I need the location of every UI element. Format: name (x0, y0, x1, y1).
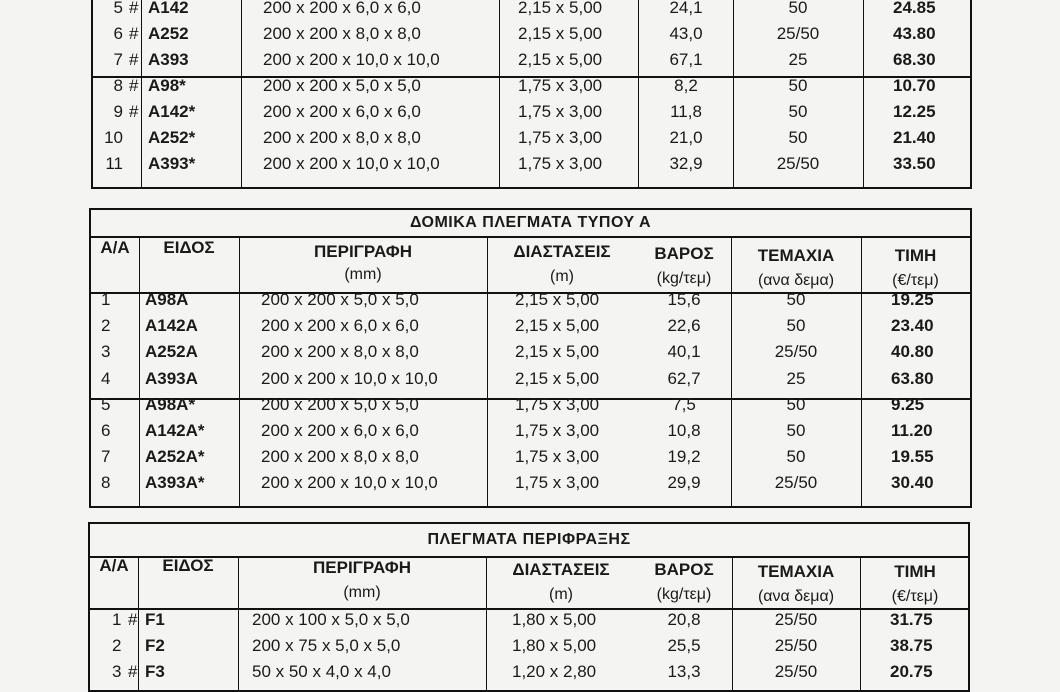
description: 200 x 200 x 8,0 x 8,0 (263, 24, 421, 43)
dimensions: 2,15 x 5,00 (515, 290, 600, 309)
row-number: 3 (101, 342, 111, 362)
row-number: 2 (101, 316, 111, 336)
description: 200 x 100 x 5,0 x 5,0 (252, 610, 410, 629)
price: 30.40 (891, 473, 934, 493)
description: 200 x 200 x 10,0 x 10,0 (261, 473, 438, 493)
weight: 32,9 (669, 154, 703, 173)
price: 38.75 (890, 636, 933, 655)
description: 200 x 200 x 5,0 x 5,0 (261, 290, 419, 309)
description: 200 x 200 x 5,0 x 5,0 (263, 76, 421, 95)
quantity: 25/50 (774, 636, 818, 655)
dimensions: 1,75 x 3,00 (515, 473, 600, 493)
table-row (90, 636, 968, 662)
hash-mark: # (129, 50, 139, 69)
header-aa: Α/Α (100, 238, 130, 257)
quantity: 25/50 (776, 154, 820, 173)
mesh-code: A142A (145, 316, 198, 336)
price: 9.25 (891, 394, 925, 414)
price: 63.80 (891, 368, 934, 388)
mesh-code: A142A* (145, 421, 205, 440)
description: 200 x 200 x 6,0 x 6,0 (261, 316, 419, 336)
mesh-table-continued (91, 0, 972, 189)
table-row (91, 342, 970, 368)
mesh-code: A142 (148, 0, 189, 17)
row-number: 2 (112, 636, 122, 655)
dimensions: 2,15 x 5,00 (518, 24, 603, 43)
hash-mark: # (128, 662, 138, 681)
row-number: 8 (113, 76, 123, 95)
dimensions: 1,80 x 5,00 (512, 636, 597, 655)
dimensions: 1,75 x 3,00 (518, 102, 603, 121)
row-number: 5 (101, 394, 111, 414)
weight: 40,1 (667, 342, 701, 362)
quantity: 25/50 (774, 473, 818, 493)
hash-mark: # (129, 24, 139, 43)
table3-title: ΠΛΕΓΜΑΤΑ ΠΕΡΙΦΡΑΞΗΣ (90, 524, 968, 558)
weight: 62,7 (667, 368, 701, 388)
description: 200 x 200 x 10,0 x 10,0 (263, 154, 440, 173)
row-number: 7 (113, 50, 123, 69)
mesh-code: A252A (145, 342, 198, 362)
table-row (93, 50, 970, 76)
dimensions: 1,75 x 3,00 (515, 421, 600, 440)
header-weight: ΒΑΡΟΣ (654, 244, 714, 263)
header-quantity: ΤΕΜΑΧΙΑ (757, 246, 835, 265)
quantity: 25 (786, 368, 806, 388)
header-type: ΕΙΔΟΣ (162, 556, 214, 575)
mesh-code: A393A (145, 368, 198, 388)
description: 200 x 200 x 8,0 x 8,0 (263, 128, 421, 147)
header-weight-unit: (kg/τεμ) (656, 586, 712, 603)
header-description: ΠΕΡΙΓΡΑΦΗ (313, 242, 413, 261)
quantity: 50 (786, 394, 806, 414)
hash-mark: # (129, 76, 139, 95)
mesh-code: A98* (148, 76, 186, 95)
description: 200 x 200 x 6,0 x 6,0 (263, 0, 421, 17)
quantity: 50 (788, 128, 808, 147)
weight: 20,8 (667, 610, 701, 629)
row-number: 10 (104, 128, 123, 147)
header-quantity: ΤΕΜΑΧΙΑ (757, 562, 835, 581)
dimensions: 2,15 x 5,00 (518, 0, 603, 17)
header-dimensions: ΔΙΑΣΤΑΣΕΙΣ (513, 242, 611, 261)
table-row (91, 473, 970, 499)
dimensions: 1,75 x 3,00 (518, 154, 603, 173)
dimensions: 1,75 x 3,00 (515, 447, 600, 467)
dimensions: 2,15 x 5,00 (515, 342, 600, 362)
dimensions: 2,15 x 5,00 (515, 316, 600, 336)
header-description: ΠΕΡΙΓΡΑΦΗ (312, 558, 412, 577)
quantity: 25 (788, 50, 808, 69)
weight: 24,1 (669, 0, 703, 17)
price: 31.75 (890, 610, 933, 629)
table-row (91, 421, 970, 447)
price: 19.25 (891, 290, 934, 309)
table-row (91, 316, 970, 342)
table-row (93, 102, 970, 128)
row-number: 6 (113, 24, 123, 43)
mesh-code: A393* (148, 154, 196, 173)
table2-title: ΔΟΜΙΚΑ ΠΛΕΓΜΑΤΑ ΤΥΠΟΥ Α (91, 210, 970, 238)
header-dimensions-unit: (m) (549, 586, 573, 603)
description: 200 x 200 x 6,0 x 6,0 (263, 102, 421, 121)
price: 43.80 (893, 24, 936, 43)
dimensions: 1,75 x 3,00 (515, 394, 600, 414)
price: 21.40 (893, 128, 936, 147)
description: 50 x 50 x 4,0 x 4,0 (252, 662, 391, 681)
header-price: ΤΙΜΗ (894, 562, 936, 581)
header-price-unit: (€/τεμ) (891, 588, 939, 605)
dimensions: 1,75 x 3,00 (518, 128, 603, 147)
weight: 43,0 (669, 24, 703, 43)
description: 200 x 200 x 5,0 x 5,0 (261, 394, 419, 414)
header-weight-unit: (kg/τεμ) (656, 270, 712, 287)
mesh-code: F3 (145, 662, 165, 681)
table-row (91, 290, 970, 316)
header-dimensions: ΔΙΑΣΤΑΣΕΙΣ (512, 560, 610, 579)
row-number: 9 (113, 102, 123, 121)
price: 68.30 (893, 50, 936, 69)
row-number: 7 (101, 447, 111, 467)
header-price-unit: (€/τεμ) (892, 272, 939, 289)
price: 24.85 (893, 0, 936, 17)
quantity: 50 (786, 316, 806, 336)
dimensions: 1,75 x 3,00 (518, 76, 603, 95)
weight: 25,5 (667, 636, 701, 655)
row-number: 11 (105, 154, 123, 173)
mesh-code: A393A* (145, 473, 205, 493)
mesh-code: A252A* (145, 447, 205, 467)
mesh-code: F1 (145, 610, 165, 629)
price: 10.70 (893, 76, 936, 95)
price: 33.50 (893, 154, 936, 173)
price: 40.80 (891, 342, 934, 362)
row-number: 6 (101, 421, 111, 440)
price: 23.40 (891, 316, 934, 336)
row-number: 8 (101, 473, 111, 493)
quantity: 25/50 (776, 24, 820, 43)
header-price: ΤΙΜΗ (894, 246, 937, 265)
weight: 11,8 (670, 102, 702, 121)
row-number: 1 (112, 610, 122, 629)
weight: 21,0 (669, 128, 703, 147)
table-row (91, 447, 970, 473)
quantity: 50 (786, 290, 806, 309)
header-weight: ΒΑΡΟΣ (654, 560, 714, 579)
row-number: 1 (101, 290, 111, 309)
description: 200 x 75 x 5,0 x 5,0 (252, 636, 401, 655)
weight: 13,3 (667, 662, 701, 681)
table-row (90, 662, 968, 688)
hash-mark: # (128, 610, 138, 629)
mesh-code: F2 (145, 636, 165, 655)
table-row (93, 24, 970, 50)
quantity: 25/50 (774, 662, 818, 681)
price: 20.75 (890, 662, 933, 681)
weight: 15,6 (667, 290, 701, 309)
price: 19.55 (891, 447, 934, 467)
header-quantity-unit: (ανα δεμα) (757, 588, 835, 605)
quantity: 50 (786, 421, 806, 440)
quantity: 25/50 (774, 342, 818, 362)
dimensions: 1,20 x 2,80 (512, 662, 597, 681)
weight: 8,2 (674, 76, 698, 95)
fencing-mesh-table (88, 522, 970, 692)
description: 200 x 200 x 10,0 x 10,0 (263, 50, 440, 69)
dimensions: 2,15 x 5,00 (518, 50, 603, 69)
row-number: 4 (101, 368, 111, 388)
price: 12.25 (893, 102, 936, 121)
table-row (91, 369, 970, 395)
header-quantity-unit: (ανα δεμα) (757, 272, 835, 289)
mesh-code: A393 (148, 50, 189, 69)
header-description-unit: (mm) (344, 266, 382, 283)
hash-mark: # (129, 102, 139, 121)
mesh-code: A252* (148, 128, 196, 147)
table-row (91, 395, 970, 421)
dimensions: 2,15 x 5,00 (515, 368, 600, 388)
header-type: ΕΙΔΟΣ (163, 238, 215, 257)
table-row (93, 0, 970, 24)
mesh-code: A142* (148, 102, 196, 121)
table-row (93, 128, 970, 154)
header-description-unit: (mm) (343, 584, 381, 601)
mesh-code: A98A* (145, 394, 196, 414)
row-number: 5 (113, 0, 123, 17)
quantity: 50 (788, 76, 808, 95)
weight: 7,5 (672, 394, 696, 414)
weight: 22,6 (667, 316, 701, 336)
dimensions: 1,80 x 5,00 (512, 610, 597, 629)
quantity: 50 (786, 447, 806, 467)
description: 200 x 200 x 8,0 x 8,0 (261, 342, 419, 362)
header-aa: Α/Α (99, 556, 129, 575)
quantity: 50 (788, 0, 808, 17)
header-dimensions-unit: (m) (550, 268, 574, 285)
weight: 19,2 (667, 447, 701, 467)
quantity: 25/50 (774, 610, 818, 629)
mesh-code: A98A (145, 290, 189, 309)
table-row (93, 76, 970, 102)
mesh-code: A252 (148, 24, 189, 43)
weight: 10,8 (667, 421, 701, 440)
weight: 67,1 (669, 50, 703, 69)
structural-mesh-type-a-table (89, 208, 972, 508)
description: 200 x 200 x 8,0 x 8,0 (261, 447, 419, 467)
price: 11.20 (891, 421, 933, 440)
table-row (90, 610, 968, 636)
row-number: 3 (112, 662, 122, 681)
description: 200 x 200 x 6,0 x 6,0 (261, 421, 419, 440)
weight: 29,9 (667, 473, 701, 493)
quantity: 50 (788, 102, 808, 121)
description: 200 x 200 x 10,0 x 10,0 (261, 368, 438, 388)
table-row (93, 154, 970, 180)
hash-mark: # (129, 0, 139, 17)
